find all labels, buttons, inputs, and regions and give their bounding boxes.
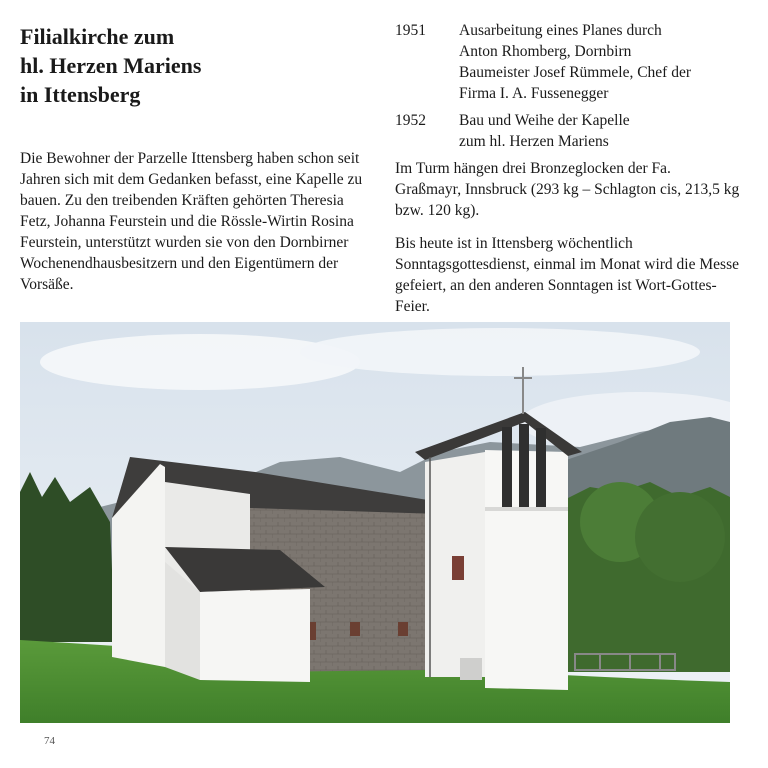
annex-wall [200,589,310,682]
chronology-entry-1951 [395,20,745,104]
chronology-year: 1951 [395,22,426,39]
title-line-3: in Ittensberg [20,82,141,107]
chronology-entry-1952 [395,110,745,152]
title-line-1: Filialkirche zum [20,24,175,49]
chronology-year: 1952 [395,112,426,129]
intro-paragraph: Die Bewohner der Parzelle Ittensberg haben schon seit Jahren sich mit dem Gedanken befasst, eine Kapelle zu bauen. Zu den treibenden Kräften gehörten Theresia Fetz, Johanna Feurstein und die Rössle-Wirtin Rosina Feurstein, unterstützt wurden sie von den Dornbirner Wochenendhausbesitzern und den Eigentümern der Vorsäße. [20,150,363,293]
chronology [395,20,745,158]
chronology-line: Ausarbeitung eines Planes durch [459,22,662,39]
chronology-line: Bau und Weihe der Kapelle [459,112,630,129]
chronology-line: Baumeister Josef Rümmele, Chef der [459,64,692,81]
church-photo-illustration [20,322,730,723]
chronology-line: Anton Rhomberg, Dornbirn [459,43,632,60]
title-line-2: hl. Herzen Mariens [20,53,202,78]
chronology-line: zum hl. Herzen Mariens [459,133,609,150]
chronology-text [459,110,630,152]
services-paragraph: Bis heute ist in Ittensberg wöchentlich Sonntagsgottesdienst, einmal im Monat wird die Messe gefeiert, an den anderen Sonntagen ist Wort-Gottes-Feier. [395,235,739,315]
church-photo [20,322,730,723]
chronology-line: Firma I. A. Fussenegger [459,85,609,102]
bells-paragraph: Im Turm hängen drei Bronzeglocken der Fa. Graßmayr, Innsbruck (293 kg – Schlagton cis, 213,5 kg bzw. 120 kg). [395,160,740,219]
page-title [20,22,370,109]
chronology-text [459,20,691,104]
page-number: 74 [44,735,55,747]
